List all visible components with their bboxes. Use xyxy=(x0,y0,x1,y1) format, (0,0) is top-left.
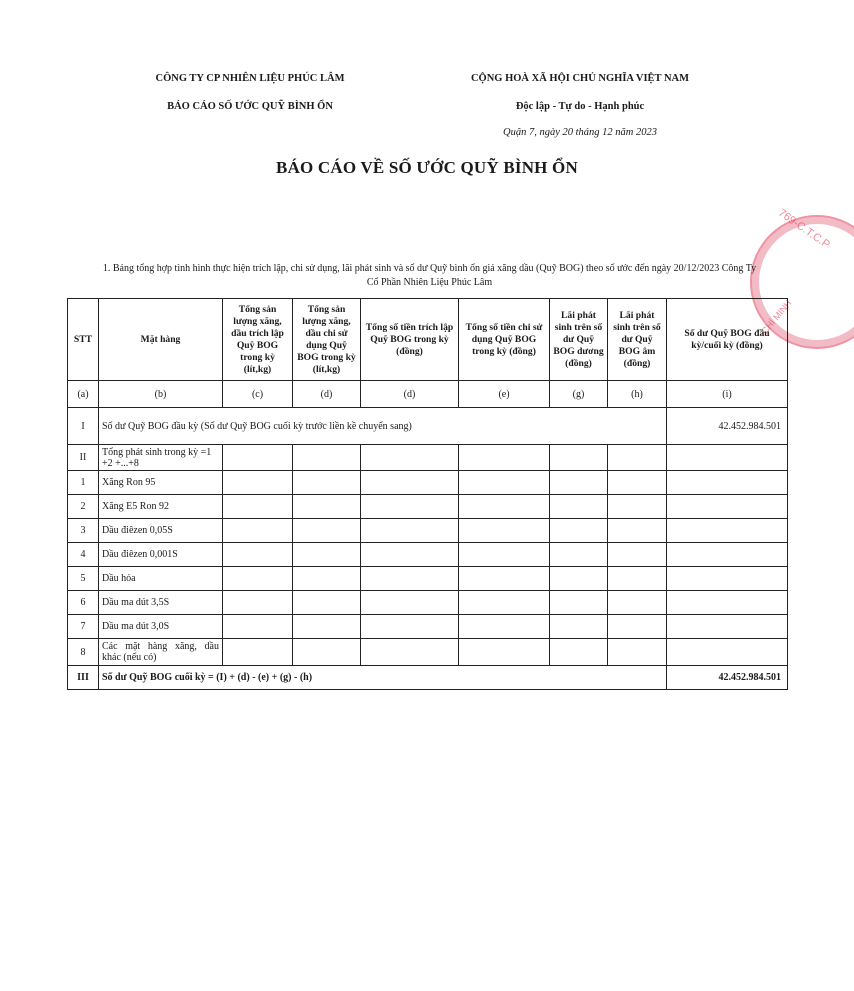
company-name: CÔNG TY CP NHIÊN LIỆU PHÚC LÂM xyxy=(155,73,345,84)
row-item-name: Xăng E5 Ron 92 xyxy=(99,495,223,519)
table-header-row xyxy=(68,299,788,381)
closing-balance-value: 42.452.984.501 xyxy=(667,666,788,690)
row-item-name: Dầu ma dút 3,0S xyxy=(99,615,223,639)
col-header-volume-out: Tổng sản lượng xăng, dầu chi sử dụng Quỹ BOG trong kỳ (lít,kg) xyxy=(293,299,361,381)
row-stt: 4 xyxy=(68,543,99,567)
code-i: (i) xyxy=(667,381,788,408)
code-a: (a) xyxy=(68,381,99,408)
col-header-amount-in: Tổng số tiền trích lập Quỹ BOG trong kỳ (đồng) xyxy=(361,299,459,381)
table-row-total-period xyxy=(68,445,788,471)
table-row xyxy=(68,471,788,495)
row-stt: 6 xyxy=(68,591,99,615)
col-header-item: Mặt hàng xyxy=(99,299,223,381)
code-e: (e) xyxy=(459,381,550,408)
code-c: (c) xyxy=(223,381,293,408)
row-stt: 2 xyxy=(68,495,99,519)
table-row xyxy=(68,519,788,543)
row-item-name: Dầu ma dút 3,5S xyxy=(99,591,223,615)
stamp-text-top: 769-C.T.C.P xyxy=(775,206,832,252)
table-row-closing-balance xyxy=(68,666,788,690)
code-b: (b) xyxy=(99,381,223,408)
stamp-text-side: CHÍ MINH xyxy=(759,298,794,336)
code-g: (g) xyxy=(550,381,608,408)
column-code-row xyxy=(68,381,788,408)
row-item-name: Dầu điêzen 0,05S xyxy=(99,519,223,543)
row-stt: 8 xyxy=(68,639,99,666)
code-d2: (d) xyxy=(361,381,459,408)
row-item-name: Xăng Ron 95 xyxy=(99,471,223,495)
col-header-interest-negative: Lãi phát sinh trên số dư Quỹ BOG âm (đồng) xyxy=(608,299,667,381)
row-stt: III xyxy=(68,666,99,690)
col-header-stt: STT xyxy=(68,299,99,381)
row-label: Số dư Quỹ BOG cuối kỳ = (I) + (d) - (e) + (g) - (h) xyxy=(99,666,667,690)
row-label: Số dư Quỹ BOG đầu kỳ (Số dư Quỹ BOG cuối kỳ trước liền kề chuyển sang) xyxy=(99,408,667,445)
nation-title: CỘNG HOÀ XÃ HỘI CHỦ NGHĨA VIỆT NAM xyxy=(470,73,690,84)
page-title: BÁO CÁO VỀ SỐ ƯỚC QUỸ BÌNH ỔN xyxy=(276,158,578,177)
col-header-interest-positive: Lãi phát sinh trên số dư Quỹ BOG dương (đồng) xyxy=(550,299,608,381)
company-header xyxy=(100,70,400,126)
bog-summary-table xyxy=(67,298,788,690)
report-reference: BÁO CÁO SỐ ƯỚC QUỸ BÌNH ỔN xyxy=(167,101,333,112)
table-row xyxy=(68,615,788,639)
col-header-balance: Số dư Quỹ BOG đầu kỳ/cuối kỳ (đồng) xyxy=(667,299,788,381)
row-stt: 1 xyxy=(68,471,99,495)
row-item-name: Các mặt hàng xăng, dầu khác (nếu có) xyxy=(99,639,223,666)
table-row xyxy=(68,591,788,615)
code-d1: (d) xyxy=(293,381,361,408)
table-row xyxy=(68,495,788,519)
intro-line-1: 1. Bảng tổng hợp tình hình thực hiện trích lập, chi sử dụng, lãi phát sinh và số dư Quỹ bình ổn giá xăng dầu (Quỹ BOG) theo số ước đến ngày 20/12/2023 Công Ty xyxy=(102,263,757,274)
col-header-volume-in: Tổng sản lượng xăng, dầu trích lập Quỹ BOG trong kỳ (lít,kg) xyxy=(223,299,293,381)
national-header xyxy=(440,70,720,142)
row-stt: II xyxy=(68,445,99,471)
place-date: Quận 7, ngày 20 tháng 12 năm 2023 xyxy=(503,127,657,138)
row-item-name: Dầu điêzen 0,001S xyxy=(99,543,223,567)
intro-line-2: Cổ Phần Nhiên Liệu Phúc Lâm xyxy=(366,277,493,288)
row-stt: 7 xyxy=(68,615,99,639)
code-h: (h) xyxy=(608,381,667,408)
table-row xyxy=(68,567,788,591)
table-row xyxy=(68,543,788,567)
row-stt: I xyxy=(68,408,99,445)
row-item-name: Dầu hỏa xyxy=(99,567,223,591)
national-motto: Độc lập - Tự do - Hạnh phúc xyxy=(515,101,645,112)
table-row-opening-balance xyxy=(68,408,788,445)
row-stt: 3 xyxy=(68,519,99,543)
opening-balance-value: 42.452.984.501 xyxy=(667,408,788,445)
section-intro xyxy=(67,262,792,290)
row-label: Tổng phát sinh trong kỳ =1 +2 +...+8 xyxy=(99,445,223,471)
row-stt: 5 xyxy=(68,567,99,591)
table-row xyxy=(68,639,788,666)
col-header-amount-out: Tổng số tiền chi sử dụng Quỹ BOG trong kỳ (đồng) xyxy=(459,299,550,381)
